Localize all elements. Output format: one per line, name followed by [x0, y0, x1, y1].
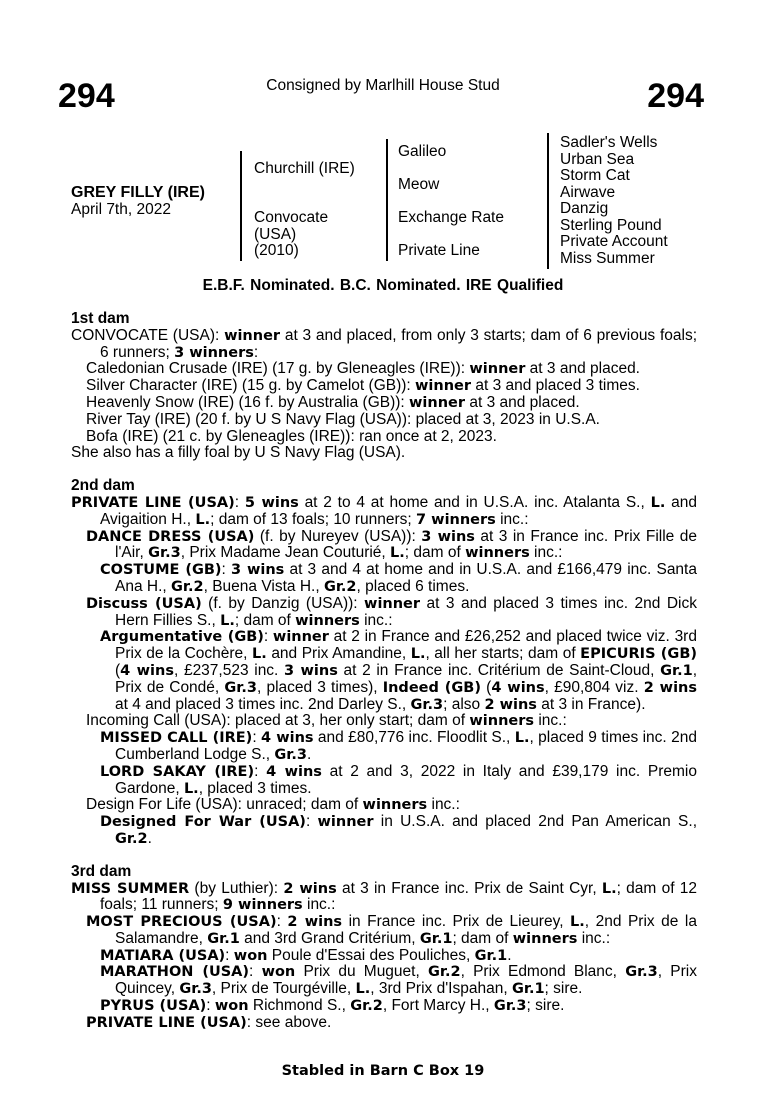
descendant-entry: PRIVATE LINE (USA): see above. — [86, 1013, 332, 1031]
pedigree-g3-entry: Danzig — [560, 200, 609, 217]
pedigree-bracket-3 — [547, 133, 549, 269]
pedigree-g3-entry: Miss Summer — [560, 249, 655, 267]
lot-number-left: 294 — [58, 77, 115, 115]
descendant-entry: Argumentative (GB): winner at 2 in France and £26,252 and placed twice viz. 3rd Prix de la Cochère, L. and Prix Amandine, L., all her starts; dam of EPICURIS (GB) (4 wins, £237,523 inc. 3 wins at 2 in France inc. Critérium de Saint-Cloud, Gr.1, Prix de Condé, Gr.3, placed 3 times), Indeed (GB) (4 wins, £90,804 viz. 2 wins at 4 and placed 3 times inc. 2nd Darley S., Gr.3; also 2 wins at 3 in France). — [100, 628, 697, 713]
offspring-entry: Bofa (IRE) (21 c. by Gleneagles (IRE)): ran once at 2, 2023. — [86, 427, 497, 445]
descendant-entry: MOST PRECIOUS (USA): 2 wins in France inc. Prix de Lieurey, L., 2nd Prix de la Salamandre, Gr.1 and 3rd Grand Critérium, Gr.1; dam of winners inc.: — [86, 913, 697, 947]
lot-number-right: 294 — [647, 77, 704, 115]
pedigree-g3-entry: Sadler's Wells — [560, 134, 658, 151]
descendant-entry: DANCE DRESS (USA) (f. by Nureyev (USA)): 3 wins at 3 in France inc. Prix Fille de l'Air, Gr.3, Prix Madame Jean Couturié, L.; dam of winners inc.: — [86, 527, 697, 562]
first-dam-note: She also has a filly foal by U S Navy Flag (USA). — [71, 444, 406, 462]
pedigree-bracket-2 — [386, 139, 388, 261]
third-dam-heading: 3rd dam — [71, 862, 132, 880]
descendant-entry: Designed For War (USA): winner in U.S.A. and placed 2nd Pan American S., Gr.2. — [100, 813, 697, 847]
descendant-entry: MISSED CALL (IRE): 4 wins and £80,776 inc. Floodlit S., L., placed 9 times inc. 2nd Cumberland Lodge S., Gr.3. — [100, 729, 697, 763]
offspring-entry: River Tay (IRE) (20 f. by U S Navy Flag (USA)): placed at 3, 2023 in U.S.A. — [86, 410, 600, 428]
offspring-entry: Heavenly Snow (IRE) (16 f. by Australia (GB)): winner at 3 and placed. — [86, 393, 580, 411]
second-dam-entry: PRIVATE LINE (USA): 5 wins at 2 to 4 at home and in U.S.A. inc. Atalanta S., L. and Avigaition H., L.; dam of 13 foals; 10 runners; 7 winners inc.: — [71, 493, 697, 528]
pedigree-g3-entry: Storm Cat — [560, 167, 630, 184]
descendant-entry: MATIARA (USA): won Poule d'Essai des Pouliches, Gr.1. — [100, 946, 512, 964]
offspring-entry: Silver Character (IRE) (15 g. by Camelot (GB)): winner at 3 and placed 3 times. — [86, 377, 640, 395]
horse-name: GREY FILLY (IRE) — [71, 184, 205, 201]
pedigree-sire: Churchill (IRE) — [254, 160, 355, 177]
pedigree-g3-entry: Private Account — [560, 233, 668, 250]
pedigree-g3-entry: Urban Sea — [560, 150, 635, 168]
descendant-entry: Incoming Call (USA): placed at 3, her only start; dam of winners inc.: — [86, 712, 567, 730]
descendant-entry: COSTUME (GB): 3 wins at 3 and 4 at home and in U.S.A. and £166,479 inc. Santa Ana H., Gr.2, Buena Vista H., Gr.2, placed 6 times. — [100, 561, 697, 595]
descendant-entry: PYRUS (USA): won Richmond S., Gr.2, Fort Marcy H., Gr.3; sire. — [100, 997, 565, 1015]
pedigree-sire-dam: Meow — [398, 176, 440, 193]
pedigree-sire-sire: Galileo — [398, 143, 447, 160]
qualifications: E.B.F. Nominated. B.C. Nominated. IRE Qualified — [202, 277, 564, 294]
descendant-entry: Design For Life (USA): unraced; dam of winners inc.: — [86, 796, 460, 814]
first-dam-entry: CONVOCATE (USA): winner at 3 and placed, from only 3 starts; dam of 6 previous foals; 6 runners; 3 winners: — [71, 326, 697, 361]
catalogue-body — [71, 311, 697, 1032]
first-dam-heading: 1st dam — [71, 310, 130, 327]
consignor: Consigned by Marlhill House Stud — [266, 77, 500, 94]
pedigree-dam-country: (USA) — [254, 225, 297, 243]
pedigree-dam — [254, 210, 328, 260]
horse-foaled: April 7th, 2022 — [71, 201, 171, 218]
stabling-info: Stabled in Barn C Box 19 — [281, 1063, 485, 1079]
second-dam-heading: 2nd dam — [71, 477, 135, 495]
pedigree-dam-sire: Exchange Rate — [398, 209, 504, 226]
pedigree-g3-entry: Airwave — [560, 183, 616, 201]
pedigree-dam-dam: Private Line — [398, 242, 480, 259]
descendant-entry: MARATHON (USA): won Prix du Muguet, Gr.2, Prix Edmond Blanc, Gr.3, Prix Quincey, Gr.3, Prix de Tourgéville, L., 3rd Prix d'Ispahan, Gr.1; sire. — [100, 963, 697, 998]
pedigree-dam-year: (2010) — [254, 242, 299, 259]
pedigree-g3-entry: Sterling Pound — [560, 216, 662, 234]
descendant-entry: Discuss (USA) (f. by Danzig (USA)): winner at 3 and placed 3 times inc. 2nd Dick Hern Fillies S., L.; dam of winners inc.: — [86, 594, 697, 629]
descendant-entry: LORD SAKAY (IRE): 4 wins at 2 and 3, 2022 in Italy and £39,179 inc. Premio Gardone, L., placed 3 times. — [100, 762, 697, 797]
pedigree-bracket-1 — [240, 151, 242, 261]
pedigree-dam-name: Convocate — [254, 209, 329, 226]
pedigree-third-generation — [560, 135, 668, 267]
third-dam-entry: MISS SUMMER (by Luthier): 2 wins at 3 in France inc. Prix de Saint Cyr, L.; dam of 12 foals; 11 runners; 9 winners inc.: — [71, 879, 697, 914]
offspring-entry: Caledonian Crusade (IRE) (17 g. by Gleneagles (IRE)): winner at 3 and placed. — [86, 360, 640, 378]
